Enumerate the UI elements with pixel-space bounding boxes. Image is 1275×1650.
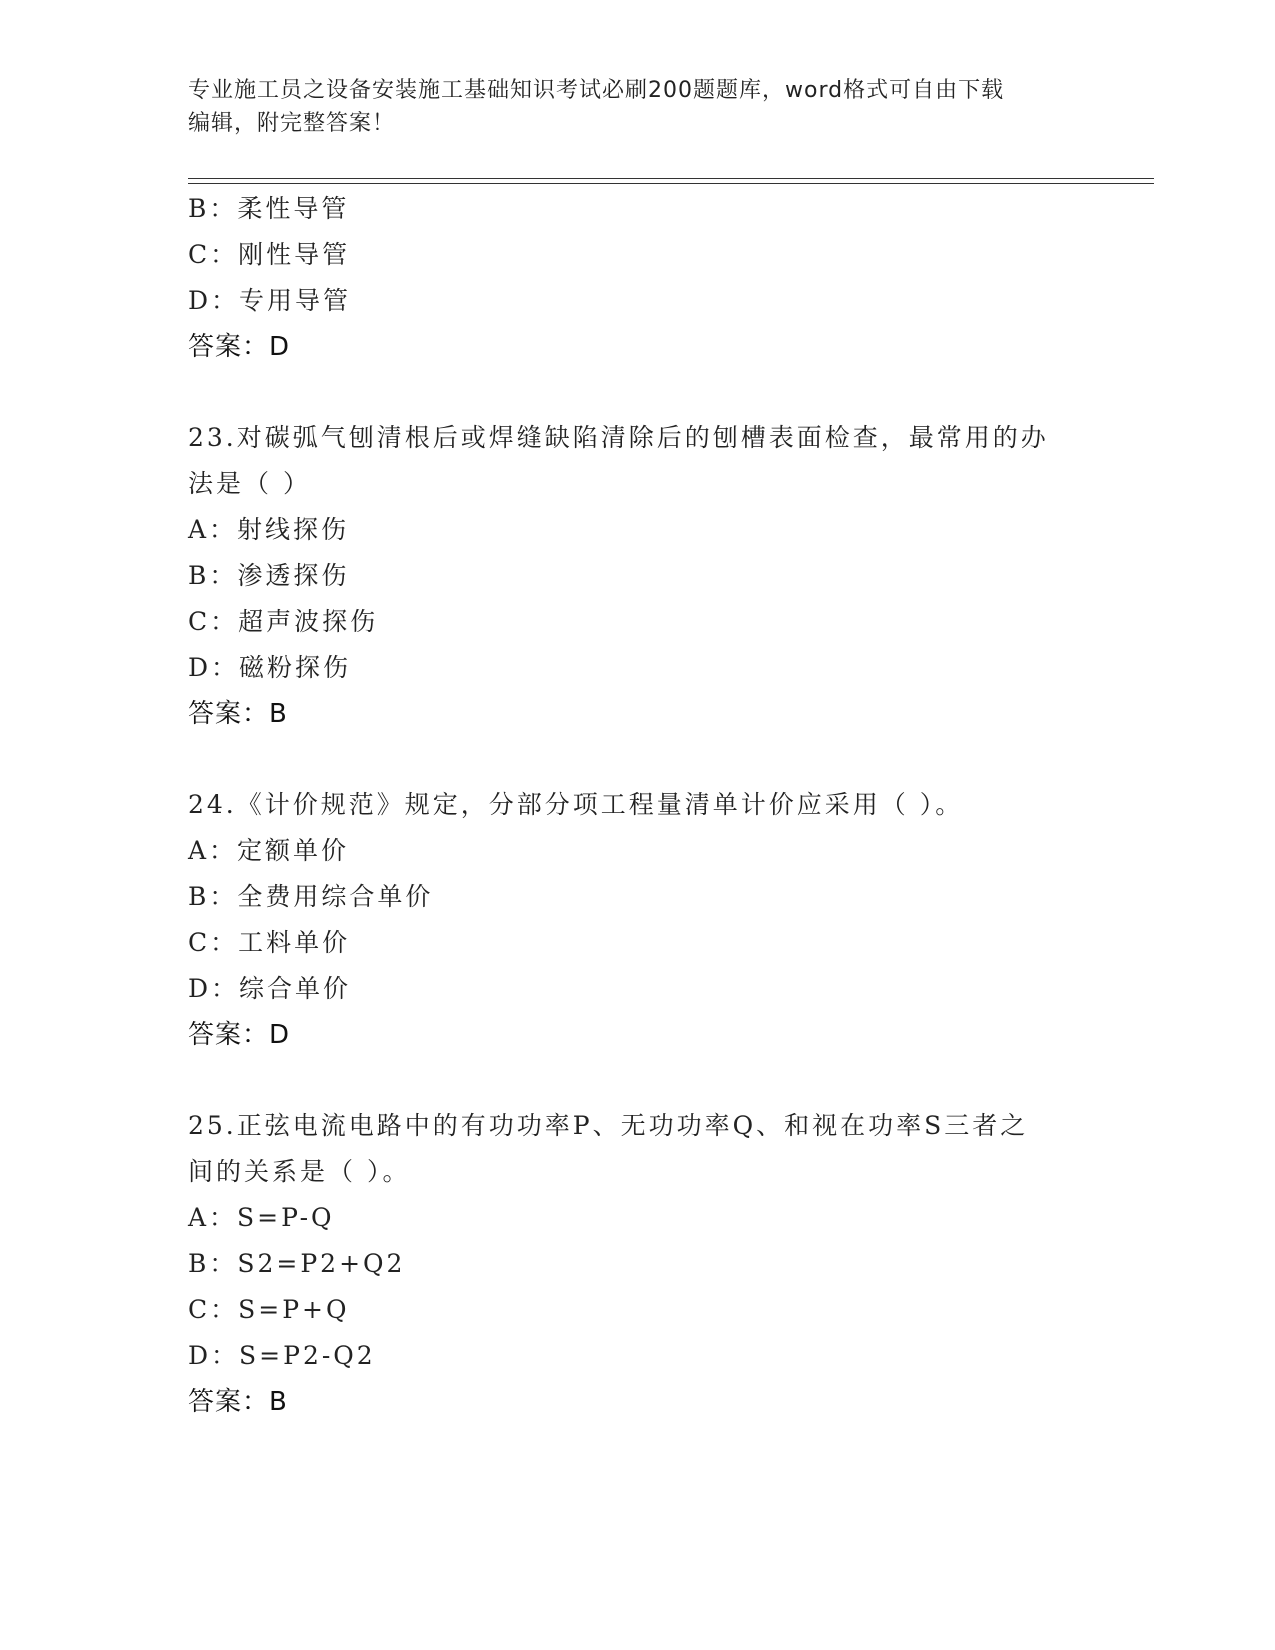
option-c: C：S=P+Q — [188, 1295, 350, 1324]
header-divider-bottom — [188, 183, 1154, 184]
option-a: A：射线探伤 — [188, 515, 350, 544]
option-b: B：渗透探伤 — [188, 561, 350, 590]
option-c: C：刚性导管 — [188, 240, 351, 269]
document-header — [188, 74, 1088, 140]
option-b: B：全费用综合单价 — [188, 882, 434, 911]
spacer — [188, 370, 1088, 415]
option-b: B：S2=P2+Q2 — [188, 1249, 406, 1278]
question-23 — [188, 415, 1088, 737]
option-b: B：柔性导管 — [188, 194, 350, 223]
option-d: D：专用导管 — [188, 286, 352, 315]
question-stem-line-1: 24.《计价规范》规定，分部分项工程量清单计价应采用（ ）。 — [188, 790, 964, 819]
answer-line: 答案：D — [188, 332, 291, 362]
spacer — [188, 1058, 1088, 1103]
question-25 — [188, 1103, 1088, 1425]
option-c: C：超声波探伤 — [188, 607, 379, 636]
option-d: D：S=P2-Q2 — [188, 1341, 376, 1370]
option-a: A：定额单价 — [188, 836, 350, 865]
option-d: D：综合单价 — [188, 974, 352, 1003]
answer-line: 答案：B — [188, 699, 288, 729]
question-stem-line-1: 23.对碳弧气刨清根后或焊缝缺陷清除后的刨槽表面检查，最常用的办 — [188, 423, 1049, 452]
header-title-line-1: 专业施工员之设备安装施工基础知识考试必刷200题题库，word格式可自由下载 — [188, 78, 1005, 103]
answer-line: 答案：B — [188, 1387, 288, 1417]
option-d: D：磁粉探伤 — [188, 653, 352, 682]
question-stem-line-2: 法是（ ） — [188, 469, 311, 498]
question-22 — [188, 186, 1088, 370]
option-a: A：S=P-Q — [188, 1203, 335, 1232]
question-stem-line-1: 25.正弦电流电路中的有功功率P、无功功率Q、和视在功率S三者之 — [188, 1111, 1029, 1140]
question-stem-line-2: 间的关系是（ ）。 — [188, 1157, 411, 1186]
question-list — [188, 186, 1088, 1425]
question-24 — [188, 782, 1088, 1058]
spacer — [188, 737, 1088, 782]
answer-line: 答案：D — [188, 1020, 291, 1050]
header-divider-top — [188, 178, 1154, 179]
option-c: C：工料单价 — [188, 928, 351, 957]
header-title-line-2: 编辑，附完整答案！ — [188, 111, 396, 136]
